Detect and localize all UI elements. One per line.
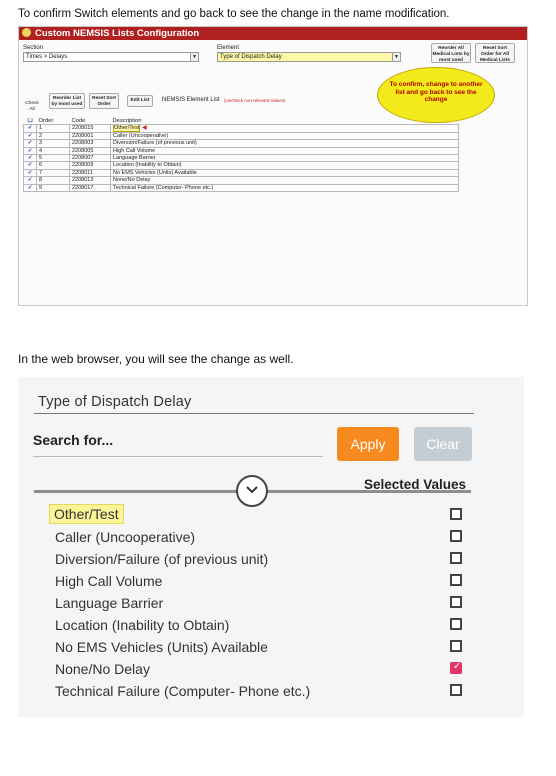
callout-note: To confirm, change to another list and go back to see the change <box>377 67 495 123</box>
element-list-label: NEMSIS Element List <box>162 97 220 103</box>
row-checkbox[interactable]: ✓ <box>24 147 37 154</box>
element-list-note: (Uncheck non-relevant Values) <box>224 98 286 103</box>
list-item[interactable] <box>46 680 476 702</box>
list-item-label: Caller (Uncooperative) <box>55 529 196 545</box>
row-checkbox[interactable]: ✓ <box>24 125 37 132</box>
row-order: 4 <box>37 147 70 154</box>
config-window-screenshot <box>18 26 528 306</box>
value-checkbox[interactable] <box>450 574 462 586</box>
row-order: 7 <box>37 169 70 176</box>
value-checkbox[interactable] <box>450 618 462 630</box>
row-code: 2208013 <box>70 177 111 184</box>
chevron-down-icon <box>246 486 258 494</box>
section-label: Section <box>23 45 44 51</box>
search-underline <box>33 456 323 457</box>
table-row[interactable] <box>24 140 459 147</box>
row-description <box>111 125 459 132</box>
check-all-label: Check All <box>25 101 39 112</box>
arrow-left-icon: ◀ <box>140 125 147 132</box>
chevron-down-icon: ▼ <box>190 53 198 61</box>
value-checkbox[interactable] <box>450 662 462 674</box>
row-description: Caller (Uncooperative) <box>111 132 459 139</box>
row-checkbox[interactable]: ✓ <box>24 169 37 176</box>
title-underline <box>34 413 474 414</box>
row-order: 8 <box>37 177 70 184</box>
list-item-label: Diversion/Failure (of previous unit) <box>55 551 269 567</box>
row-checkbox[interactable]: ✓ <box>24 162 37 169</box>
element-label: Element <box>217 45 240 51</box>
window-titlebar <box>19 27 527 40</box>
row-order: 3 <box>37 140 70 147</box>
row-order: 2 <box>37 132 70 139</box>
window-title: Custom NEMSIS Lists Configuration <box>35 28 200 39</box>
section-dropdown[interactable] <box>23 52 199 62</box>
field-title: Type of Dispatch Delay <box>38 394 192 410</box>
list-item[interactable] <box>46 548 476 570</box>
reorder-list-button[interactable]: Reorder List by most used <box>49 93 85 109</box>
list-item[interactable] <box>46 636 476 658</box>
search-input[interactable]: Search for... <box>33 432 114 448</box>
value-checkbox[interactable] <box>450 552 462 564</box>
element-value: Type of Dispatch Delay <box>220 54 282 60</box>
row-order: 9 <box>37 184 70 191</box>
list-item-label: Language Barrier <box>55 595 164 611</box>
value-checkbox[interactable] <box>450 530 462 542</box>
table-row[interactable] <box>24 155 459 162</box>
table-row[interactable] <box>24 177 459 184</box>
column-header-description: Description <box>112 118 142 124</box>
table-row[interactable] <box>24 125 459 132</box>
row-description: High Call Volume <box>111 147 459 154</box>
row-checkbox[interactable]: ✓ <box>24 140 37 147</box>
reset-sort-button[interactable]: Reset Sort Order <box>89 93 119 109</box>
list-item[interactable] <box>46 526 476 548</box>
list-item[interactable] <box>46 658 476 680</box>
clear-button[interactable]: Clear <box>414 427 472 461</box>
web-browser-screenshot <box>18 377 524 717</box>
list-item[interactable] <box>46 614 476 636</box>
element-list-table <box>23 118 459 192</box>
row-order: 6 <box>37 162 70 169</box>
expand-toggle-button[interactable] <box>236 475 268 507</box>
row-checkbox[interactable]: ✓ <box>24 177 37 184</box>
row-code: 2208015 <box>70 125 111 132</box>
row-description: Diversion/Failure (of previous unit) <box>111 140 459 147</box>
highlighted-description: Other/Test <box>114 125 140 132</box>
list-item-label: Location (Inability to Obtain) <box>55 617 230 633</box>
list-item-label: Other/Test <box>49 504 124 524</box>
row-description: No EMS Vehicles (Units) Available <box>111 169 459 176</box>
value-checkbox[interactable] <box>450 596 462 608</box>
selected-values-label: Selected Values <box>364 477 467 492</box>
section-value: Times > Delays <box>26 54 68 60</box>
row-code: 2208003 <box>70 140 111 147</box>
row-order: 5 <box>37 155 70 162</box>
row-description: Language Barrier <box>111 155 459 162</box>
intro-text: To confirm Switch elements and go back to see the change in the name modification. <box>18 8 450 20</box>
list-item-label: High Call Volume <box>55 573 163 589</box>
row-checkbox[interactable]: ✓ <box>24 155 37 162</box>
row-description: None/No Delay <box>111 177 459 184</box>
column-header-code: Code <box>71 118 86 124</box>
row-code: 2208017 <box>70 184 111 191</box>
value-list <box>46 504 476 702</box>
element-dropdown[interactable] <box>217 52 401 62</box>
row-description: Location (Inability to Obtain) <box>111 162 459 169</box>
reset-sort-all-button[interactable]: Reset Sort Order for All Medical Lists <box>475 43 515 63</box>
list-item[interactable] <box>46 592 476 614</box>
list-item[interactable] <box>46 504 476 526</box>
table-row[interactable] <box>24 184 459 191</box>
list-item-label: None/No Delay <box>55 661 150 677</box>
reorder-all-button[interactable]: Reorder All Medical Lists by most used <box>431 43 471 63</box>
table-row[interactable] <box>24 162 459 169</box>
row-code: 2208007 <box>70 155 111 162</box>
row-order: 1 <box>37 125 70 132</box>
table-row[interactable] <box>24 147 459 154</box>
list-item-label: Technical Failure (Computer- Phone etc.) <box>55 683 311 699</box>
row-checkbox[interactable]: ✓ <box>24 184 37 191</box>
table-row[interactable] <box>24 169 459 176</box>
list-item-label: No EMS Vehicles (Units) Available <box>55 639 268 655</box>
value-checkbox[interactable] <box>450 684 462 696</box>
value-checkbox[interactable] <box>450 640 462 652</box>
column-header-order: Order <box>38 118 54 124</box>
row-description: Technical Failure (Computer- Phone etc.) <box>111 184 459 191</box>
row-code: 2208011 <box>70 169 111 176</box>
check-all-checkbox[interactable]: ☐ <box>27 118 33 124</box>
row-code: 2208001 <box>70 132 111 139</box>
chevron-down-icon: ▼ <box>392 53 400 61</box>
row-code: 2208009 <box>70 162 111 169</box>
browser-caption: In the web browser, you will see the change as well. <box>18 352 294 366</box>
list-item[interactable] <box>46 570 476 592</box>
table-row[interactable] <box>24 132 459 139</box>
value-checkbox[interactable] <box>450 508 462 520</box>
apply-button[interactable]: Apply <box>337 427 399 461</box>
row-code: 2208005 <box>70 147 111 154</box>
edit-list-button[interactable]: Edit List <box>127 95 153 107</box>
row-checkbox[interactable]: ✓ <box>24 132 37 139</box>
app-icon <box>22 28 31 37</box>
